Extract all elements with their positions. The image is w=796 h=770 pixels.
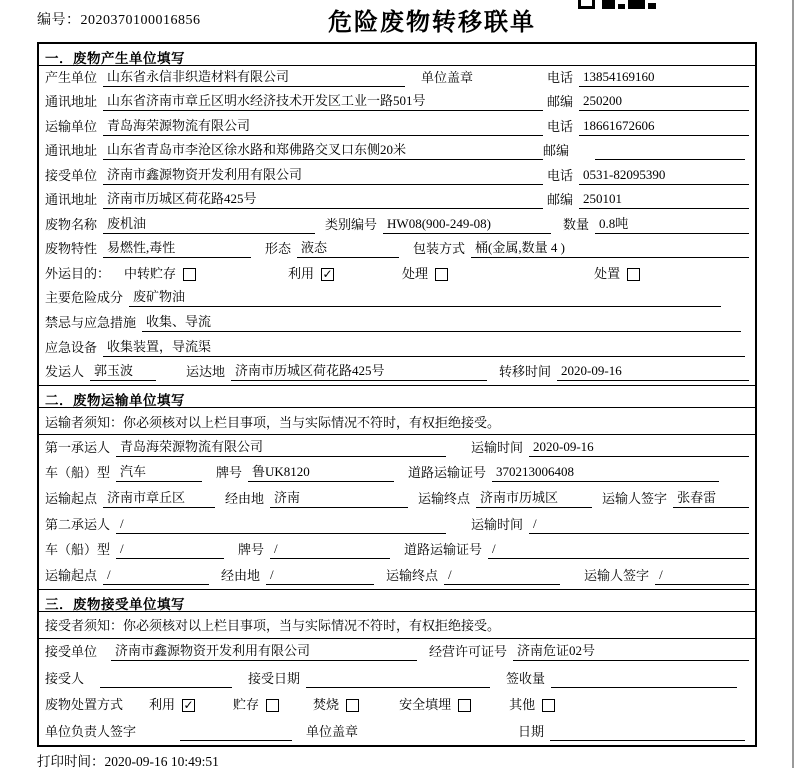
disposal-store-label: 贮存 [233, 697, 260, 713]
accept-date-value [306, 669, 490, 688]
disposal-use-label: 利用 [149, 697, 176, 713]
producer-row [39, 66, 755, 91]
receiver-phone-label: 电话 [546, 167, 573, 183]
packaging-label: 包装方式 [413, 241, 466, 257]
disposal-store-checkbox [266, 699, 279, 712]
emergency-equipment-label: 应急设备 [45, 339, 98, 355]
second-carrier-row [39, 512, 755, 538]
receiver-notice: 接受者须知：你必须核对以上栏目事项，当与实际情况不符时，有权拒绝接受。 [39, 612, 755, 639]
shipper-value: 郭玉波 [90, 362, 156, 381]
purpose-dispose-checkbox [627, 268, 640, 281]
shipper-row [39, 361, 755, 386]
waste-name-row [39, 213, 755, 238]
purpose-option-use-label: 利用 [288, 265, 315, 281]
section2-header: 二．废物运输单位填写 [39, 385, 755, 408]
transporter-row [39, 115, 755, 140]
address-label: 通讯地址 [45, 192, 98, 208]
hazard-component-label: 主要危险成分 [45, 290, 124, 306]
transporter-sign-value: 张春雷 [673, 489, 749, 508]
page-title: 危险废物转移联单 [328, 10, 536, 36]
transfer-time-value: 2020-09-16 [557, 362, 749, 381]
producer-post-value: 250200 [579, 92, 749, 111]
doc-number-value: 2020370100016856 [80, 13, 201, 28]
category-label: 类别编号 [325, 216, 378, 232]
plate-label: 牌号 [238, 542, 265, 558]
print-time-label: 打印时间： [37, 754, 105, 769]
signed-qty-label: 签收量 [506, 670, 546, 686]
accept-person-label: 接受人 [45, 670, 85, 686]
purpose-option-dispose-label: 处置 [594, 265, 621, 281]
quantity-value: 0.8吨 [595, 215, 749, 234]
route-via-label: 经由地 [221, 567, 261, 583]
accept-date-label: 接受日期 [248, 670, 301, 686]
emergency-measures-row [39, 311, 755, 336]
road-cert-value: 370213006408 [492, 463, 719, 482]
transporter-sign-label: 运输人签字 [602, 490, 668, 506]
disposal-method-row [39, 692, 755, 719]
purpose-treat-checkbox [435, 268, 448, 281]
page-right-edge [792, 0, 794, 768]
route-end-value: / [444, 566, 560, 585]
character-label: 废物特性 [45, 241, 98, 257]
receiver-label: 接受单位 [45, 167, 98, 183]
purpose-option-treat-label: 处理 [402, 265, 429, 281]
accept-unit-row [39, 639, 755, 666]
accept-person-row [39, 665, 755, 692]
manifest-table [37, 42, 757, 747]
signed-qty-value [551, 669, 737, 688]
transporter-post-value [595, 141, 745, 160]
receiver-post-value: 250101 [579, 190, 749, 209]
vehicle-type-value: / [116, 540, 224, 559]
first-carrier-label: 第一承运人 [45, 439, 111, 455]
disposal-other-checkbox [542, 699, 555, 712]
address-label: 通讯地址 [45, 94, 98, 110]
route-via-value: 济南 [270, 489, 408, 508]
route-end-label: 运输终点 [418, 490, 471, 506]
qr-block [628, 0, 645, 9]
receiver-address-value: 济南市历城区荷花路425号 [103, 190, 543, 209]
waste-name-value: 废机油 [103, 215, 315, 234]
route-start-label: 运输起点 [45, 567, 98, 583]
receiver-row [39, 164, 755, 189]
transporter-phone-value: 18661672606 [579, 117, 749, 136]
section1-header: 一．废物产生单位填写 [39, 44, 755, 66]
route-start-label: 运输起点 [45, 490, 98, 506]
disposal-landfill-label: 安全填埋 [399, 697, 452, 713]
vehicle-type-value: 汽车 [116, 463, 202, 482]
producer-label: 产生单位 [45, 69, 98, 85]
responsible-sign-label: 单位负责人签字 [45, 723, 137, 739]
vehicle-row-1 [39, 461, 755, 487]
packaging-value: 桶(金属,数量 4 ) [471, 239, 749, 258]
disposal-method-label: 废物处置方式 [45, 697, 124, 713]
second-carrier-label: 第二承运人 [45, 516, 111, 532]
unit-seal-label: 单位盖章 [306, 723, 359, 739]
date-value [550, 722, 745, 741]
address-label: 通讯地址 [45, 143, 98, 159]
route-row-2 [39, 563, 755, 589]
unit-seal-label: 单位盖章 [421, 69, 474, 85]
doc-number-label: 编号： [37, 13, 81, 28]
disposal-other-label: 其他 [509, 697, 536, 713]
producer-value: 山东省永信非织造材料有限公司 [103, 68, 405, 87]
license-label: 经营许可证号 [429, 644, 508, 660]
route-via-value: / [266, 566, 374, 585]
purpose-use-checkbox: ✓ [322, 266, 333, 281]
qr-code-icon [578, 0, 658, 9]
date-label: 日期 [518, 723, 545, 739]
transporter-label: 运输单位 [45, 118, 98, 134]
responsible-sign-row [39, 718, 755, 745]
route-end-value: 济南市历城区 [476, 489, 592, 508]
quantity-label: 数量 [563, 216, 590, 232]
transporter-phone-label: 电话 [546, 118, 573, 134]
waste-character-row [39, 238, 755, 263]
purpose-transfer-checkbox [183, 268, 196, 281]
emergency-equipment-row [39, 336, 755, 361]
producer-address-value: 山东省济南市章丘区明水经济技术开发区工业一路501号 [103, 92, 543, 111]
character-value: 易燃性,毒性 [103, 239, 251, 258]
producer-address-row [39, 91, 755, 116]
transport-time-label: 运输时间 [470, 439, 523, 455]
print-time [37, 750, 219, 770]
plate-label: 牌号 [216, 465, 243, 481]
accept-person-value [100, 669, 232, 688]
form-label: 形态 [265, 241, 292, 257]
plate-value: / [270, 540, 390, 559]
transporter-notice: 运输者须知：你必须核对以上栏目事项，当与实际情况不符时，有权拒绝接受。 [39, 408, 755, 435]
first-carrier-value: 青岛海荣源物流有限公司 [116, 438, 446, 457]
transporter-address-value: 山东省青岛市李沧区徐水路和郑佛路交叉口东侧20米 [103, 141, 543, 160]
qr-block [618, 4, 625, 9]
hazard-component-row [39, 287, 755, 312]
accept-unit-value: 济南市鑫源物资开发利用有限公司 [111, 642, 417, 661]
producer-phone-value: 13854169160 [579, 68, 749, 87]
accept-unit-label: 接受单位 [45, 644, 98, 660]
transporter-post-label: 邮编 [543, 143, 570, 159]
doc-number [37, 9, 201, 29]
route-start-value: 济南市章丘区 [103, 489, 215, 508]
waste-name-label: 废物名称 [45, 216, 98, 232]
hazard-component-value: 废矿物油 [129, 288, 721, 307]
print-time-value: 2020-09-16 10:49:51 [104, 754, 219, 769]
disposal-burn-label: 焚烧 [313, 697, 340, 713]
transfer-time-label: 转移时间 [499, 364, 552, 380]
first-carrier-row [39, 435, 755, 461]
form-value: 液态 [297, 239, 399, 258]
qr-block [578, 0, 595, 9]
qr-block [648, 3, 656, 9]
producer-phone-label: 电话 [546, 69, 573, 85]
emergency-equipment-value: 收集装置，导流渠 [103, 338, 745, 357]
transporter-address-row [39, 140, 755, 165]
road-cert-label: 道路运输证号 [408, 465, 487, 481]
producer-post-label: 邮编 [546, 94, 573, 110]
vehicle-type-label: 车（船）型 [45, 542, 111, 558]
purpose-option-transfer-label: 中转贮存 [124, 265, 177, 281]
emergency-measures-value: 收集、导流 [142, 313, 741, 332]
transporter-sign-label: 运输人签字 [584, 567, 650, 583]
emergency-measures-label: 禁忌与应急措施 [45, 315, 137, 331]
route-row-1 [39, 486, 755, 512]
section3-header: 三．废物接受单位填写 [39, 589, 755, 612]
transport-time-label: 运输时间 [470, 516, 523, 532]
transport-time-value: / [529, 515, 749, 534]
destination-label: 运达地 [186, 364, 226, 380]
vehicle-row-2 [39, 538, 755, 564]
second-carrier-value: / [116, 515, 446, 534]
transporter-sign-value: / [655, 566, 749, 585]
road-cert-value: / [488, 540, 749, 559]
qr-block [602, 0, 615, 9]
receiver-value: 济南市鑫源物资开发利用有限公司 [103, 166, 543, 185]
receiver-post-label: 邮编 [546, 192, 573, 208]
road-cert-label: 道路运输证号 [404, 542, 483, 558]
responsible-sign-value [180, 722, 292, 741]
shipper-label: 发运人 [45, 364, 85, 380]
transport-time-value: 2020-09-16 [529, 438, 749, 457]
disposal-burn-checkbox [346, 699, 359, 712]
route-via-label: 经由地 [225, 490, 265, 506]
disposal-use-checkbox: ✓ [183, 698, 194, 713]
route-start-value: / [103, 566, 209, 585]
plate-value: 鲁UK8120 [248, 463, 394, 482]
category-value: HW08(900-249-08) [383, 215, 551, 234]
receiver-phone-value: 0531-82095390 [579, 166, 749, 185]
receiver-address-row [39, 189, 755, 214]
vehicle-type-label: 车（船）型 [45, 465, 111, 481]
transporter-value: 青岛海荣源物流有限公司 [103, 117, 543, 136]
destination-value: 济南市历城区荷花路425号 [231, 362, 487, 381]
license-value: 济南危证02号 [513, 642, 749, 661]
purpose-label: 外运目的： [45, 265, 111, 281]
disposal-landfill-checkbox [458, 699, 471, 712]
route-end-label: 运输终点 [386, 567, 439, 583]
purpose-row [39, 262, 755, 287]
